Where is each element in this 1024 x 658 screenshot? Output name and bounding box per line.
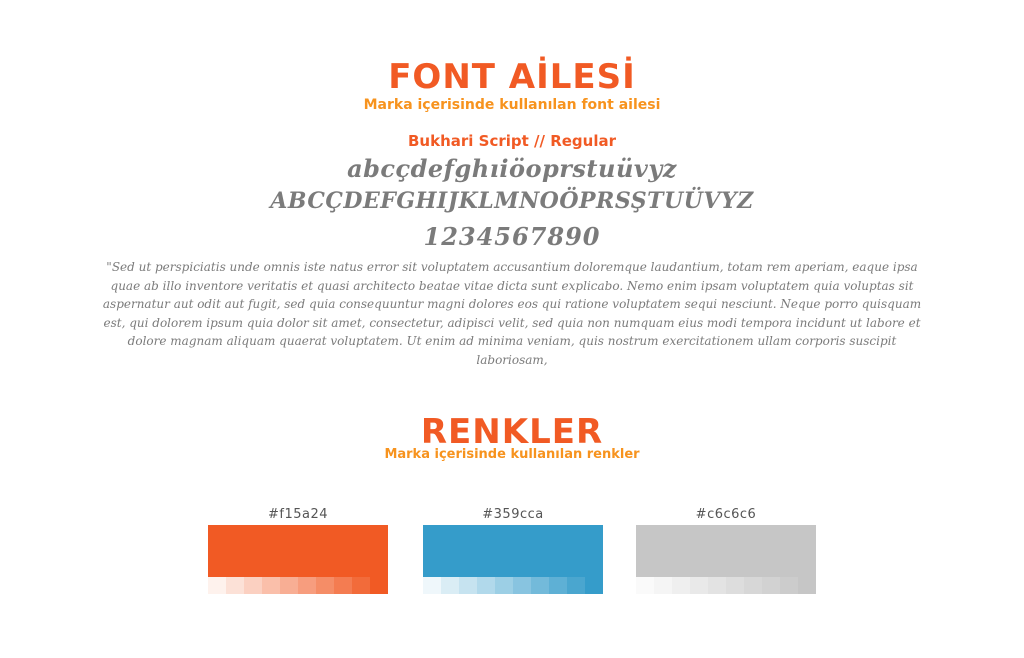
- digits-specimen: 1234567890: [423, 222, 601, 251]
- tint-step: [549, 577, 567, 594]
- tint-step: [744, 577, 762, 594]
- lowercase-specimen: abcçdefghıiöoprstuüvyz: [347, 154, 677, 183]
- swatch-tint-strip: [208, 577, 388, 594]
- tint-step: [244, 577, 262, 594]
- tint-step: [370, 577, 388, 594]
- swatch-main-color: [636, 525, 816, 577]
- tint-step: [672, 577, 690, 594]
- tint-step: [226, 577, 244, 594]
- tint-step: [298, 577, 316, 594]
- tint-step: [262, 577, 280, 594]
- tint-step: [636, 577, 654, 594]
- swatch-main-color: [423, 525, 603, 577]
- tint-step: [459, 577, 477, 594]
- uppercase-specimen: ABCÇDEFGHIJKLMNOÖPRSŞTUÜVYZ: [270, 188, 754, 214]
- font-name-label: Bukhari Script // Regular: [408, 132, 616, 150]
- tint-step: [477, 577, 495, 594]
- tint-step: [352, 577, 370, 594]
- swatch-hex-label: #f15a24: [267, 507, 329, 522]
- font-family-subtitle: Marka içerisinde kullanılan font ailesi: [363, 97, 661, 113]
- sample-paragraph: "Sed ut perspiciatis unde omnis iste natus error sit voluptatem accusantium doloremque laudantium, totam rem aperiam, eaque ipsa quae ab illo inventore veritatis et quasi architecto beatae vitae dicta sunt explicabo. Nemo enim ipsam voluptatem quia voluptas sit aspernatur aut odit aut fugit, sed quia consequuntur magni dolores eos qui ratione voluptatem sequi nesciunt. Neque porro quisquam est, qui dolorem ipsum quia dolor sit amet, consectetur, adipisci velit, sed quia non numquam eius modi tempora incidunt ut labore et dolore magnam aliquam quaerat voluptatem. Ut enim ad minima veniam, quis nostrum exercitationem ullam corporis suscipit laboriosam,: [102, 260, 922, 367]
- tint-step: [513, 577, 531, 594]
- swatch-hex-label: #c6c6c6: [695, 507, 757, 522]
- tint-step: [708, 577, 726, 594]
- colors-subtitle: Marka içerisinde kullanılan renkler: [384, 447, 640, 462]
- tint-step: [726, 577, 744, 594]
- tint-step: [567, 577, 585, 594]
- tint-step: [690, 577, 708, 594]
- tint-step: [280, 577, 298, 594]
- tint-step: [441, 577, 459, 594]
- font-family-title: FONT AİLESİ: [388, 57, 636, 97]
- swatch-tint-strip: [423, 577, 603, 594]
- tint-step: [798, 577, 816, 594]
- swatch-tint-strip: [636, 577, 816, 594]
- tint-step: [780, 577, 798, 594]
- tint-step: [495, 577, 513, 594]
- tint-step: [208, 577, 226, 594]
- swatch-hex-label: #359cca: [482, 507, 544, 522]
- colors-title: RENKLER: [420, 412, 604, 452]
- tint-step: [654, 577, 672, 594]
- tint-step: [531, 577, 549, 594]
- tint-step: [334, 577, 352, 594]
- swatch-main-color: [208, 525, 388, 577]
- tint-step: [585, 577, 603, 594]
- tint-step: [762, 577, 780, 594]
- tint-step: [316, 577, 334, 594]
- tint-step: [423, 577, 441, 594]
